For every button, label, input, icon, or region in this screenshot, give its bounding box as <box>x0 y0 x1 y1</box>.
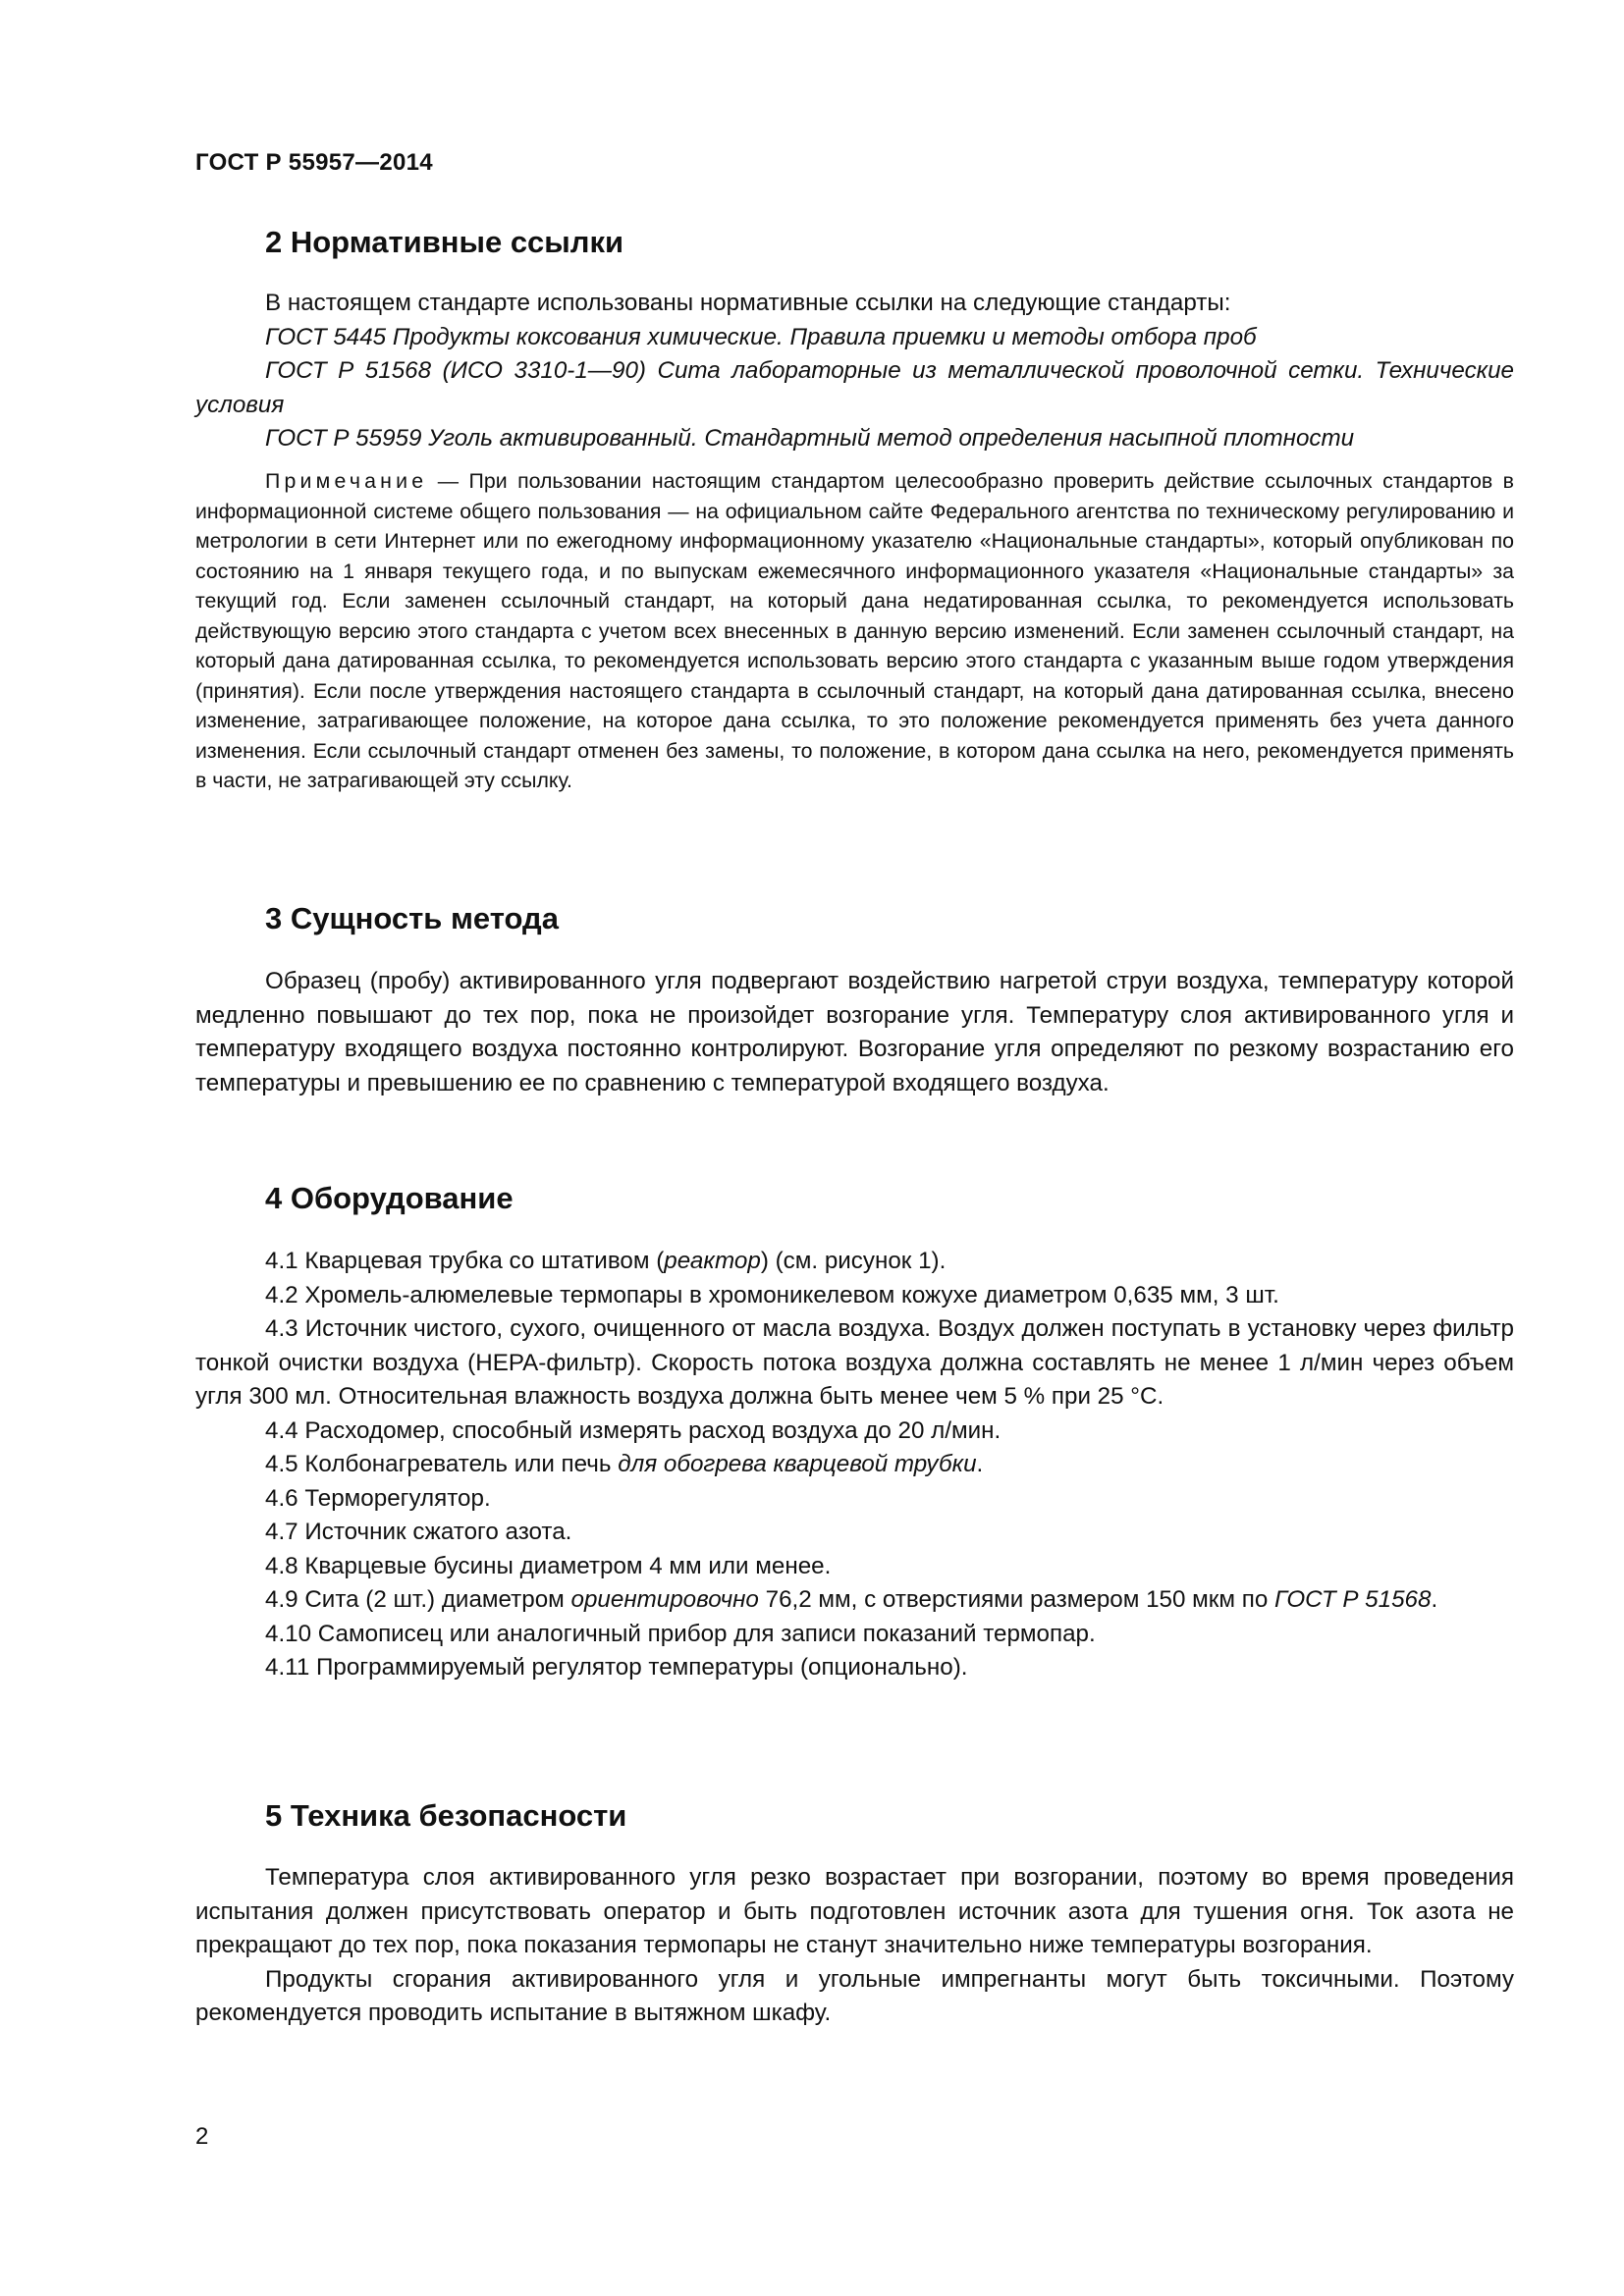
note-paragraph <box>195 466 1514 796</box>
page-number: 2 <box>195 2123 209 2150</box>
equipment-item-4-8: 4.8 Кварцевые бусины диаметром 4 мм или менее. <box>265 1552 832 1579</box>
item-text: 4.5 Колбонагреватель или печь <box>265 1451 619 1477</box>
item-text: 76,2 мм, с отверстиями размером 150 мкм по <box>758 1586 1274 1613</box>
equipment-item-4-9 <box>195 1583 1514 1618</box>
item-text-italic: ГОСТ Р 51568 <box>1274 1586 1432 1613</box>
section-4-title: 4 Оборудование <box>265 1181 514 1215</box>
item-text: . <box>976 1451 984 1477</box>
document-header-id: ГОСТ Р 55957—2014 <box>195 149 433 176</box>
section-5-paragraph-1: Температура слоя активированного угля резко возрастает при возгорании, поэтому во время проведения испытания должен присутствовать оператор и быть подготовлен источник азота для тушения огня. Ток азота не прекращают до тех пор, пока показания термопары не станут значительно ниже температуры возгорания. <box>195 1864 1514 1958</box>
section-3-title: 3 Сущность метода <box>265 901 559 935</box>
equipment-item-4-6: 4.6 Терморегулятор. <box>265 1484 491 1512</box>
item-text: 4.1 Кварцевая трубка со штативом ( <box>265 1248 665 1274</box>
section-2-note <box>195 466 1514 796</box>
item-text: . <box>1431 1586 1438 1613</box>
item-text: ) (см. рисунок 1). <box>760 1248 947 1274</box>
section-5-paragraph-2: Продукты сгорания активированного угля и угольные импрегнанты могут быть токсичными. Поэтому рекомендуется проводить испытание в вытяжном шкафу. <box>195 1965 1514 2026</box>
equipment-item-4-7: 4.7 Источник сжатого азота. <box>265 1519 572 1545</box>
note-label: Примечание <box>265 469 428 493</box>
item-text-italic: реактор <box>664 1248 761 1274</box>
section-5-title: 5 Техника безопасности <box>265 1798 627 1833</box>
equipment-item-4-11: 4.11 Программируемый регулятор температуры (опционально). <box>265 1654 968 1681</box>
reference-item: ГОСТ Р 51568 (ИСО 3310-1—90) Сита лабораторные из металлической проволочной сетки. Технические условия <box>195 357 1514 418</box>
section-2-intro: В настоящем стандарте использованы нормативные ссылки на следующие стандарты: <box>265 290 1231 316</box>
note-text: — При пользовании настоящим стандартом целесообразно проверить действие ссылочных стандартов в информационной системе общего пользования — на официальном сайте Федерального агентства по техническому регулированию и метрологии в сети Интернет или по ежегодному информационному указателю «Национальные стандарты», который опубликован по состоянию на 1 января текущего года, и по выпускам ежемесячного информационного указателя «Национальные стандарты» за текущий год. Если заменен ссылочный стандарт, на который дана недатированная ссылка, то рекомендуется использовать действующую версию этого стандарта с учетом всех внесенных в данную версию изменений. Если заменен ссылочный стандарт, на который дана датированная ссылка, то рекомендуется использовать версию этого стандарта с указанным выше годом утверждения (принятия). Если после утверждения настоящего стандарта в ссылочный стандарт, на который дана датированная ссылка, внесено изменение, затрагивающее положение, на которое дана ссылка, то это положение рекомендуется применять без учета данного изменения. Если ссылочный стандарт отменен без замены, то положение, в котором дана ссылка на него, рекомендуется применять в части, не затрагивающей эту ссылку. <box>195 469 1514 792</box>
item-text-italic: ориентировочно <box>570 1586 759 1613</box>
equipment-item-4-4: 4.4 Расходомер, способный измерять расход воздуха до 20 л/мин. <box>265 1416 1001 1444</box>
section-3-paragraph: Образец (пробу) активированного угля подвергают воздействию нагретой струи воздуха, температуру которой медленно повышают до тех пор, пока не произойдет возгорание угля. Температуру слоя активированного угля и температуру входящего воздуха постоянно контролируют. Возгорание угля определяют по резкому возрастанию его температуры и превышению ее по сравнению с температурой входящего воздуха. <box>195 968 1514 1096</box>
equipment-item-4-3: 4.3 Источник чистого, сухого, очищенного от масла воздуха. Воздух должен поступать в установку через фильтр тонкой очистки воздуха (HEPA-фильтр). Скорость потока воздуха должна составлять не менее 1 л/мин через объем угля 300 мл. Относительная влажность воздуха должна быть менее чем 5 % при 25 °C. <box>195 1315 1514 1410</box>
section-5-body <box>195 1861 1514 2031</box>
item-text-italic: для обогрева кварцевой трубки <box>618 1451 977 1477</box>
section-2-title: 2 Нормативные ссылки <box>265 225 624 259</box>
equipment-item-4-5 <box>195 1448 1514 1482</box>
section-3-body <box>195 965 1514 1100</box>
reference-item: ГОСТ Р 55959 Уголь активированный. Стандартный метод определения насыпной плотности <box>265 425 1355 452</box>
equipment-item-4-1 <box>195 1245 1514 1279</box>
section-4-body <box>195 1245 1514 1685</box>
equipment-item-4-2: 4.2 Хромель-алюмелевые термопары в хромоникелевом кожухе диаметром 0,635 мм, 3 шт. <box>265 1281 1279 1308</box>
equipment-item-4-10: 4.10 Самописец или аналогичный прибор для записи показаний термопар. <box>265 1620 1096 1647</box>
reference-item: ГОСТ 5445 Продукты коксования химические. Правила приемки и методы отбора проб <box>265 323 1257 350</box>
section-2-body <box>195 287 1514 456</box>
item-text: 4.9 Сита (2 шт.) диаметром <box>265 1586 571 1613</box>
